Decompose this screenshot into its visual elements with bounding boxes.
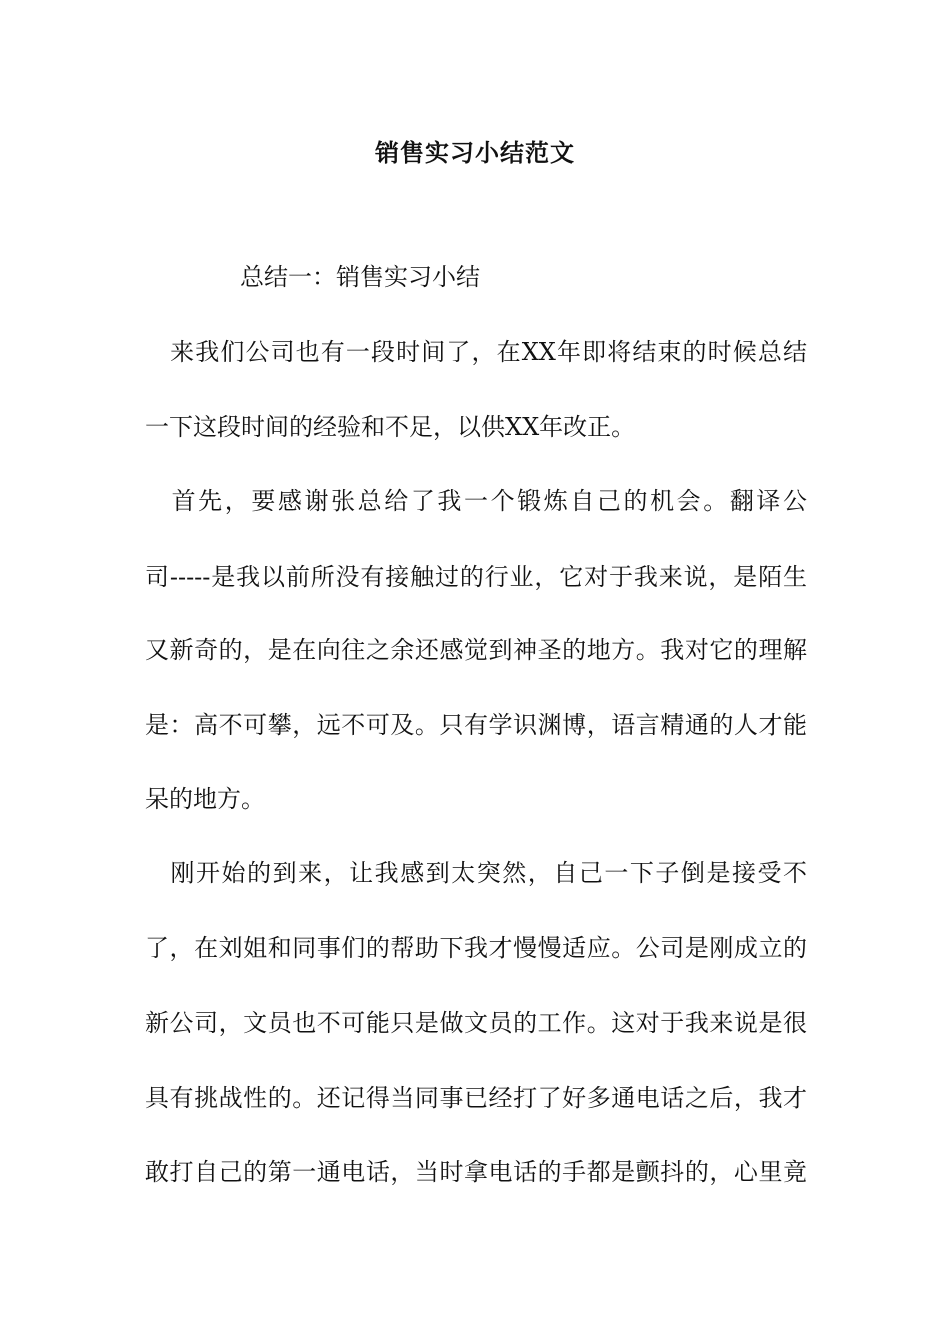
document-title: 销售实习小结范文 bbox=[375, 138, 575, 167]
paragraph-3-line-4: 具有挑战性的。还记得当同事已经打了好多通电话之后，我才 bbox=[145, 1084, 807, 1112]
paragraph-3-line-1: 刚开始的到来，让我感到太突然，自己一下子倒是接受不 bbox=[145, 859, 807, 887]
paragraph-2-line-3: 又新奇的，是在向往之余还感觉到神圣的地方。我对它的理解 bbox=[145, 636, 807, 664]
paragraph-1-line-1: 来我们公司也有一段时间了，在XX年即将结束的时候总结 bbox=[145, 338, 807, 366]
paragraph-2-line-5: 呆的地方。 bbox=[145, 785, 265, 813]
paragraph-2-line-2: 司-----是我以前所没有接触过的行业，它对于我来说，是陌生 bbox=[145, 563, 807, 591]
paragraph-1-line-2: 一下这段时间的经验和不足，以供XX年改正。 bbox=[145, 413, 636, 441]
section-heading: 总结一：销售实习小结 bbox=[240, 263, 480, 291]
paragraph-3-line-3: 新公司，文员也不可能只是做文员的工作。这对于我来说是很 bbox=[145, 1009, 807, 1037]
paragraph-2-line-1: 首先，要感谢张总给了我一个锻炼自己的机会。翻译公 bbox=[145, 487, 807, 515]
paragraph-3-line-2: 了，在刘姐和同事们的帮助下我才慢慢适应。公司是刚成立的 bbox=[145, 934, 807, 962]
paragraph-2-line-4: 是：高不可攀，远不可及。只有学识渊博，语言精通的人才能 bbox=[145, 711, 807, 739]
paragraph-3-line-5: 敢打自己的第一通电话，当时拿电话的手都是颤抖的，心里竟 bbox=[145, 1158, 807, 1186]
